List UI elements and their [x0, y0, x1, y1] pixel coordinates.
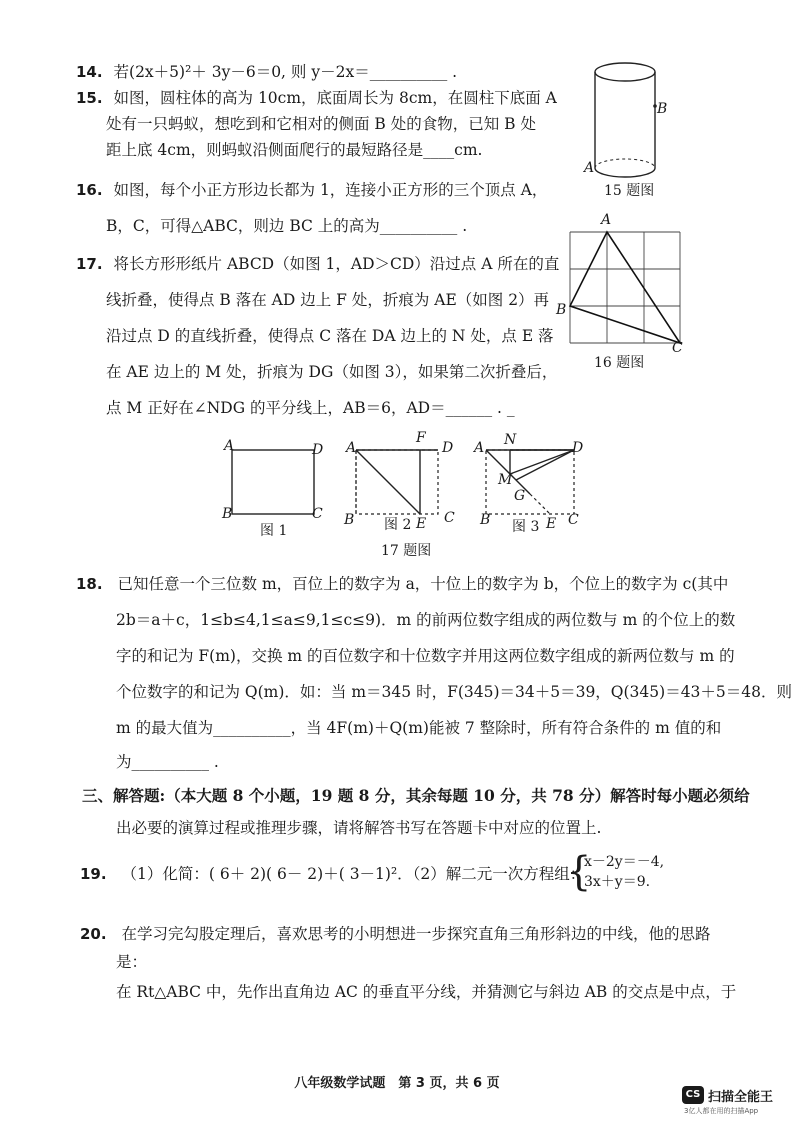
fig17-1-label-a: A — [224, 438, 235, 454]
question-number: 15. — [76, 89, 103, 107]
section-3-instruction: 出必要的演算过程或推理步骤，请将解答书写在答题卡中对应的位置上. — [116, 819, 602, 837]
question-20-line-3: 在 Rt△ABC 中，先作出直角边 AC 的垂直平分线，并猜测它与斜边 AB 的交点是中点，于 — [116, 983, 737, 1001]
question-text: （1）化简：( 6＋ 2)( 6－ 2)＋( 3－1)²．（2）解二元一次方程组： — [121, 865, 586, 883]
fig16-label-b: B — [556, 302, 567, 318]
scanner-tagline: 3亿人都在用的扫描App — [684, 1107, 759, 1115]
fig17-2-caption: 图 2 — [384, 517, 412, 533]
question-number: 20. — [80, 925, 107, 943]
fig17-2-label-e: E — [416, 516, 427, 532]
equation-2: 3x＋y＝9. — [584, 874, 651, 890]
question-number: 14. — [76, 63, 103, 81]
question-text: 如图，每个小正方形边长都为 1，连接小正方形的三个顶点 A， — [113, 181, 548, 199]
fig17-3-label-a: A — [474, 440, 485, 456]
fig17-2-label-f: F — [416, 430, 426, 446]
fig17-3-label-m: M — [498, 472, 513, 488]
question-text: 将长方形形纸片 ABCD（如图 1，AD＞CD）沿过点 A 所在的直 — [113, 255, 560, 273]
question-text: 若(2x＋5)²＋ 3y－6＝0, 则 y－2x＝__________ . — [113, 63, 458, 81]
figure-15-cylinder — [580, 50, 680, 200]
question-18-line-2: 2b＝a＋c，1≤b≤4,1≤a≤9,1≤c≤9)．m 的前两位数字组成的两位数与 m 的个位上的数 — [116, 611, 736, 629]
fig17-1-label-d: D — [312, 442, 324, 458]
question-18-line-6: 为__________ . — [116, 753, 219, 771]
question-15-line-3: 距上底 4cm，则蚂蚁沿侧面爬行的最短路径是____cm. — [106, 141, 483, 159]
fig17-3-label-n: N — [504, 432, 517, 448]
fig17-3-label-e: E — [546, 516, 557, 532]
fig17-2-label-c: C — [444, 510, 455, 526]
question-14 — [76, 62, 457, 82]
fig16-label-a: A — [601, 212, 612, 228]
question-number: 16. — [76, 181, 103, 199]
question-16 — [76, 180, 547, 200]
question-20 — [80, 924, 711, 944]
fig15-label-a: A — [584, 160, 595, 176]
question-18-line-4: 个位数字的和记为 Q(m)．如：当 m＝345 时，F(345)＝34＋5＝39，Q(345)＝43＋5＝48．则 — [116, 683, 792, 701]
fig17-1-caption: 图 1 — [260, 523, 288, 539]
section-3-heading: 三、解答题:（本大题 8 个小题，19 题 8 分，其余每题 10 分，共 78 分）解答时每小题必须给 — [82, 786, 750, 805]
question-18 — [76, 574, 728, 594]
question-18-line-5: m 的最大值为__________，当 4F(m)＋Q(m)能被 7 整除时，所有符合条件的 m 值的和 — [116, 719, 722, 737]
question-15-line-2: 处有一只蚂蚁，想吃到和它相对的侧面 B 处的食物，已知 B 处 — [106, 115, 536, 133]
fig17-2-label-b: B — [344, 512, 355, 528]
question-17-line-2: 线折叠，使得点 B 落在 AD 边上 F 处，折痕为 AE（如图 2）再 — [106, 291, 550, 309]
fig17-2-label-a: A — [346, 440, 357, 456]
fig17-1-label-c: C — [312, 506, 323, 522]
question-20-line-2: 是： — [116, 953, 148, 971]
equation-1: x－2y＝－4, — [584, 854, 665, 870]
fig15-caption: 15 题图 — [604, 183, 655, 199]
question-18-line-3: 字的和记为 F(m)，交换 m 的百位数字和十位数字并用这两位数字组成的新两位数与 m 的 — [116, 647, 735, 665]
question-number: 18. — [76, 575, 103, 593]
question-17 — [76, 254, 559, 274]
question-16-line-2: B，C，可得△ABC，则边 BC 上的高为__________ . — [106, 217, 468, 235]
question-text: 如图，圆柱体的高为 10cm，底面周长为 8cm，在圆柱下底面 A — [113, 89, 557, 107]
question-number: 19. — [80, 865, 107, 883]
question-15 — [76, 88, 557, 108]
question-19 — [80, 864, 585, 884]
question-17-line-5: 点 M 正好在∠NDG 的平分线上，AB＝6，AD＝______ . _ — [106, 399, 515, 417]
equation-system-brace: { — [566, 849, 592, 895]
page-footer: 八年级数学试题 第 3 页，共 6 页 — [294, 1076, 500, 1091]
fig17-2-label-d: D — [442, 440, 454, 456]
fig17-3-label-g: G — [514, 488, 526, 504]
camscanner-logo-icon: CS — [682, 1086, 704, 1104]
fig17-3-caption: 图 3 — [512, 519, 540, 535]
fig17-3-label-d: D — [572, 440, 584, 456]
fig17-3-label-b: B — [480, 512, 491, 528]
question-text: 在学习完勾股定理后，喜欢思考的小明想进一步探究直角三角形斜边的中线，他的思路 — [121, 925, 711, 943]
question-17-line-3: 沿过点 D 的直线折叠，使得点 C 落在 DA 边上的 N 处，点 E 落 — [106, 327, 554, 345]
question-number: 17. — [76, 255, 103, 273]
fig15-label-b: B — [657, 101, 668, 117]
scanner-app-name: 扫描全能王 — [708, 1090, 774, 1105]
fig16-label-c: C — [672, 340, 683, 356]
fig17-caption: 17 题图 — [381, 543, 432, 559]
fig17-1-label-b: B — [222, 506, 233, 522]
question-17-line-4: 在 AE 边上的 M 处，折痕为 DG（如图 3），如果第二次折叠后， — [106, 363, 558, 381]
fig16-caption: 16 题图 — [594, 355, 645, 371]
question-text: 已知任意一个三位数 m，百位上的数字为 a，十位上的数字为 b，个位上的数字为 c(其中 — [117, 575, 729, 593]
fig17-3-label-c: C — [568, 512, 579, 528]
